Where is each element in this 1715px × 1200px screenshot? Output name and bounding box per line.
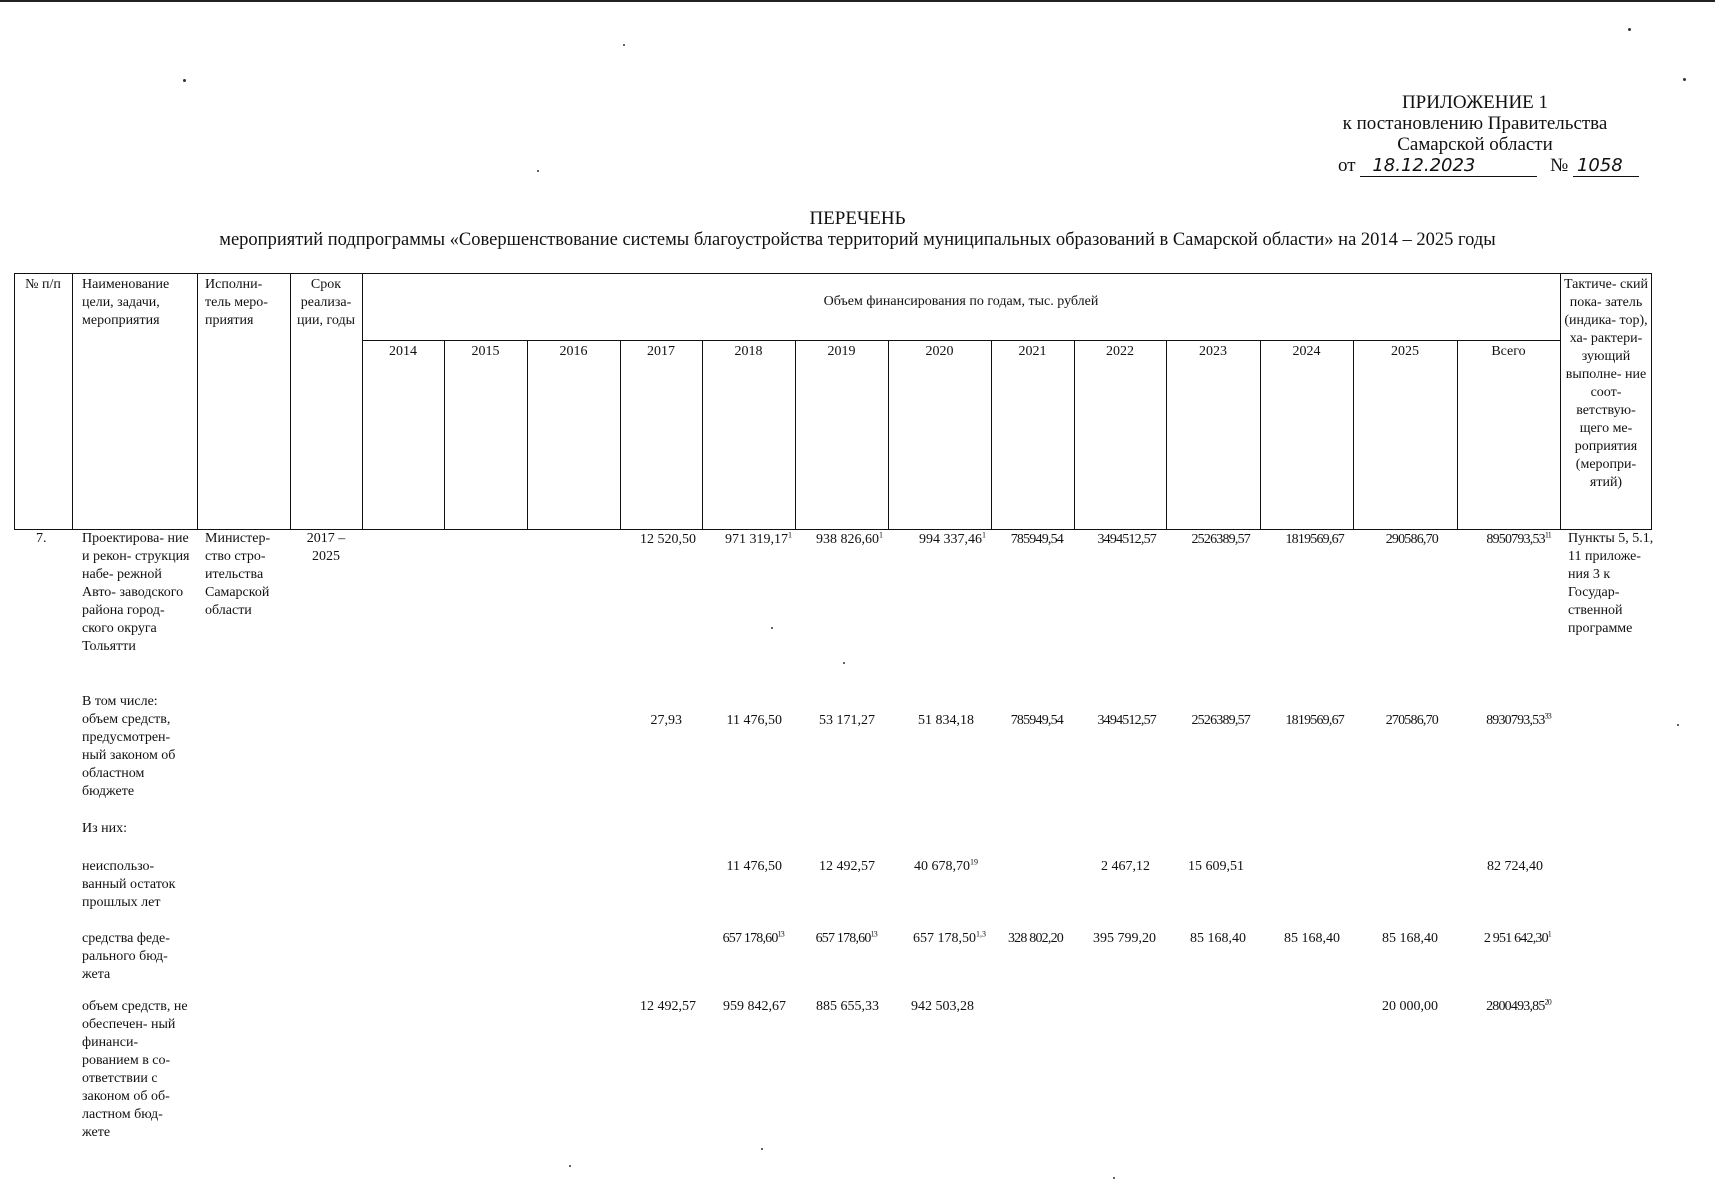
- year-2015: 2015: [471, 344, 500, 359]
- year-col-line: [795, 340, 796, 530]
- from-label: от: [1338, 155, 1356, 176]
- unused-2022: 2 467,12: [1101, 859, 1150, 874]
- unfunded-2025: 20 000,00: [1382, 999, 1438, 1014]
- federal-2020: 657 178,50$^{1,3}$: [913, 929, 986, 946]
- appendix-block: [1280, 92, 1670, 177]
- federal-2025: 85 168,40: [1382, 931, 1438, 946]
- year-col-line: [702, 340, 703, 530]
- appendix-line-1: к постановлению Правительства: [1342, 113, 1608, 134]
- handwritten-date: 18.12.2023: [1360, 155, 1537, 177]
- handwritten-number: 1058: [1573, 155, 1639, 177]
- scan-speck: [1677, 724, 1679, 726]
- scan-speck: [1113, 1177, 1115, 1179]
- years-row-line: [362, 340, 1560, 341]
- year-col-line: [991, 340, 992, 530]
- including-2024: 1819569,67: [1285, 713, 1344, 728]
- appendix-line-2: Самарской области: [1397, 134, 1553, 155]
- scan-speck: [1683, 78, 1686, 81]
- including-2022: 3494512,57: [1097, 713, 1156, 728]
- header-name: Наименование цели, задачи, мероприятия: [82, 277, 170, 328]
- scan-speck: [623, 44, 625, 46]
- federal-total: 2 951 642,30$^1$: [1483, 929, 1551, 946]
- year-col-line: [620, 340, 621, 530]
- row-2025: 290586,70: [1385, 532, 1438, 547]
- federal-2024: 85 168,40: [1284, 931, 1340, 946]
- including-2019: 53 171,27: [819, 713, 875, 728]
- federal-2022: 395 799,20: [1093, 931, 1156, 946]
- year-total: Всего: [1491, 344, 1526, 359]
- appendix-title: ПРИЛОЖЕНИЕ 1: [1401, 92, 1549, 113]
- scan-speck: [183, 79, 186, 82]
- unused-2023: 15 609,51: [1188, 859, 1244, 874]
- year-2019: 2019: [827, 344, 856, 359]
- sub-unused-label: неиспользо- ванный остаток прошлых лет: [82, 859, 176, 910]
- including-2017: 27,93: [650, 713, 682, 728]
- row-2019: 938 826,60$^1$: [816, 530, 883, 547]
- row-num: 7.: [36, 531, 47, 546]
- scan-speck: [843, 662, 845, 664]
- row-2020: 994 337,46$^1$: [919, 530, 986, 547]
- col-line: [362, 273, 363, 530]
- sub-including-label: В том числе: объем средств, предусмотрен- ный законом об областном бюджете: [82, 694, 176, 799]
- row-2018: 971 319,17$^1$: [725, 530, 792, 547]
- scan-top-edge: [0, 0, 1715, 2]
- col-line: [1560, 273, 1561, 530]
- unfunded-2017: 12 492,57: [640, 999, 696, 1014]
- row-period: 2017 – 2025: [306, 531, 346, 564]
- header-period: Срок реализа- ции, годы: [297, 277, 355, 328]
- unused-2019: 12 492,57: [819, 859, 875, 874]
- year-col-line: [1457, 340, 1458, 530]
- header-indicator: Тактиче- ский пока- затель (индика- тор), ха- рактери- зующий выполне- ние соот- ветствую- щего ме- роприятия (меропри- ятий): [1563, 277, 1649, 490]
- year-col-line: [1353, 340, 1354, 530]
- year-2025: 2025: [1391, 344, 1419, 359]
- including-2025: 270586,70: [1385, 713, 1438, 728]
- year-2018: 2018: [734, 344, 763, 359]
- row-name: Проектирова- ние и рекон- струкция набе- режной Авто- заводского района город- ского округа Тольятти: [82, 531, 190, 654]
- row-2024: 1819569,67: [1285, 532, 1344, 547]
- scan-speck: [761, 1148, 763, 1150]
- federal-2019: 657 178,60$^{13}$: [815, 929, 877, 946]
- header-funding: Объем финансирования по годам, тыс. рублей: [823, 294, 1099, 309]
- including-2021: 785949,54: [1010, 713, 1063, 728]
- including-2020: 51 834,18: [918, 713, 974, 728]
- federal-2021: 328 802,20: [1007, 931, 1063, 946]
- including-2018: 11 476,50: [726, 713, 782, 728]
- year-2021: 2021: [1018, 344, 1047, 359]
- row-2023: 2526389,57: [1191, 532, 1250, 547]
- row-executor: Министер- ство стро- ительства Самарской области: [205, 531, 271, 618]
- header-num: № п/п: [25, 277, 61, 292]
- row-total: 8950793,53$^{11}$: [1486, 530, 1551, 547]
- year-col-line: [527, 340, 528, 530]
- year-2017: 2017: [647, 344, 675, 359]
- col-line: [72, 273, 73, 530]
- including-2023: 2526389,57: [1191, 713, 1250, 728]
- year-col-line: [1074, 340, 1075, 530]
- unused-2020: 40 678,70$^{19}$: [914, 857, 978, 874]
- federal-2018: 657 178,60$^{13}$: [722, 929, 784, 946]
- year-2022: 2022: [1106, 344, 1134, 359]
- unfunded-total: 2800493,85$^{20}$: [1486, 997, 1551, 1014]
- year-col-line: [444, 340, 445, 530]
- row-2017: 12 520,50: [640, 532, 696, 547]
- year-2024: 2024: [1292, 344, 1321, 359]
- of-which-label: Из них:: [82, 821, 128, 836]
- document-title: ПЕРЕЧЕНЬ: [809, 208, 906, 229]
- sub-federal-label: средства феде- рального бюд- жета: [82, 931, 170, 982]
- unfunded-2019: 885 655,33: [816, 999, 879, 1014]
- year-col-line: [1166, 340, 1167, 530]
- col-line: [290, 273, 291, 530]
- year-col-line: [1260, 340, 1261, 530]
- row-indicator: Пункты 5, 5.1, 11 приложе- ния 3 к Государ- ственной программе: [1568, 531, 1654, 636]
- unused-total: 82 724,40: [1487, 859, 1543, 874]
- appendix-date-line: [1280, 155, 1670, 177]
- year-2023: 2023: [1199, 344, 1227, 359]
- including-total: 8930793,53$^{33}$: [1486, 711, 1551, 728]
- unused-2018: 11 476,50: [726, 859, 782, 874]
- unfunded-2018: 959 842,67: [723, 999, 786, 1014]
- federal-2023: 85 168,40: [1190, 931, 1246, 946]
- year-2016: 2016: [559, 344, 588, 359]
- row-2021: 785949,54: [1010, 532, 1063, 547]
- sub-unfunded-label: объем средств, не обеспечен- ный финанси- рованием в со- ответствии с законом об об- ластном бюд- жете: [82, 999, 188, 1140]
- year-col-line: [888, 340, 889, 530]
- number-label: №: [1550, 155, 1569, 176]
- col-line: [197, 273, 198, 530]
- scan-speck: [569, 1165, 571, 1167]
- unfunded-2020: 942 503,28: [911, 999, 974, 1014]
- scan-speck: [537, 170, 539, 172]
- year-2020: 2020: [925, 344, 954, 359]
- row-2022: 3494512,57: [1097, 532, 1156, 547]
- scan-speck: [771, 627, 773, 629]
- scan-speck: [1628, 28, 1631, 31]
- year-2014: 2014: [389, 344, 417, 359]
- header-executor: Исполни- тель меро- приятия: [205, 277, 268, 328]
- document-subtitle: мероприятий подпрограммы «Совершенствование системы благоустройства территорий муниципальных образований в Самарской области» на 2014 – 2025 годы: [219, 230, 1496, 250]
